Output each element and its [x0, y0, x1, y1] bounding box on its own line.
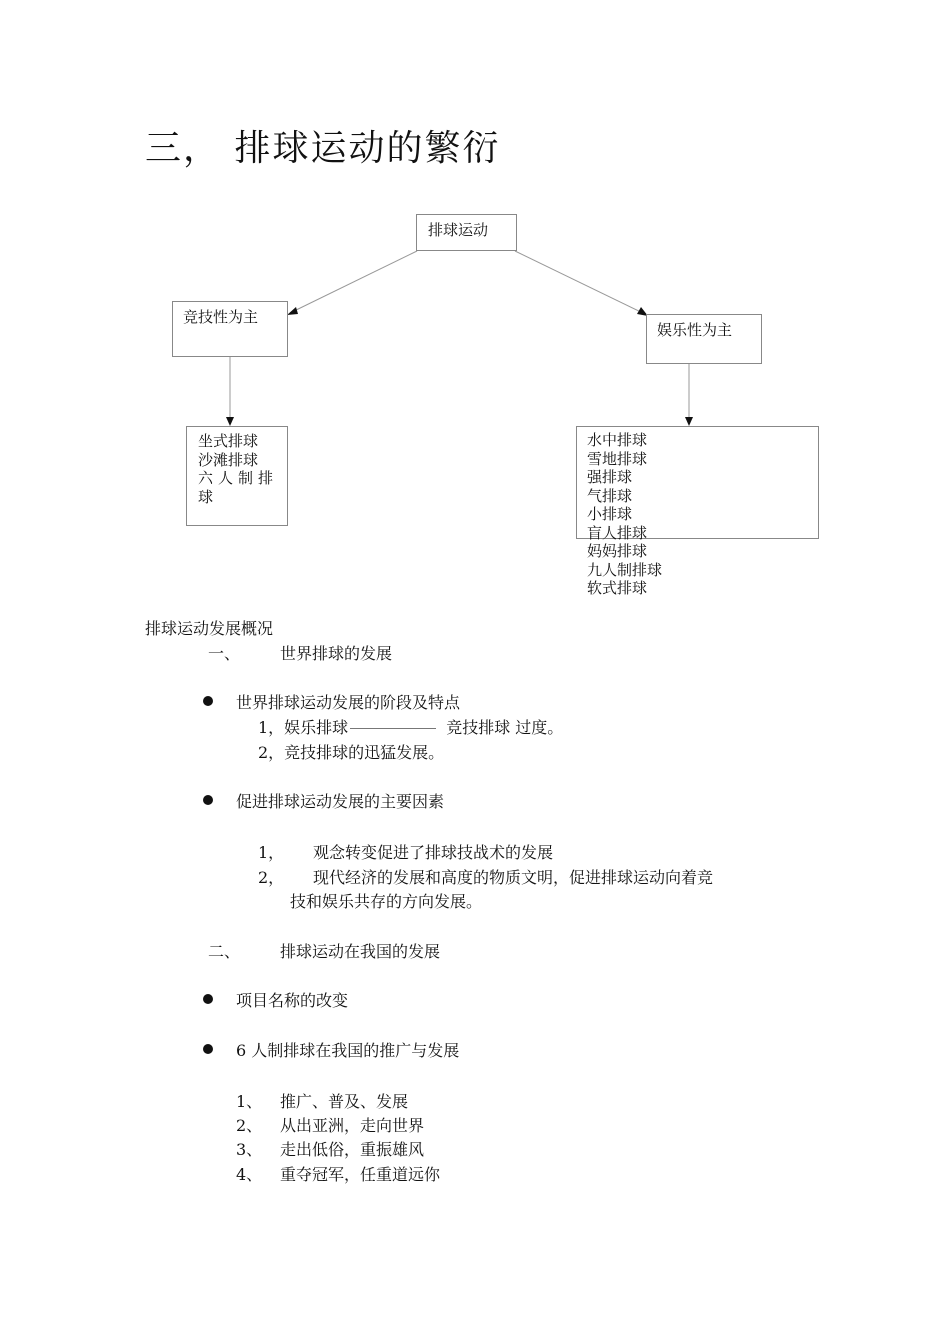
section2-item-num: 4、	[236, 1165, 263, 1184]
section2-bullet2: 6 人制排球在我国的推广与发展	[236, 1041, 460, 1060]
left-leaf-item: 六人制排	[198, 469, 279, 487]
section2-item-text: 从出亚洲，走向世界	[280, 1116, 425, 1135]
section2-bullet1: 项目名称的改变	[236, 991, 349, 1010]
diagram-left-leaf-list	[198, 432, 278, 506]
section2-title: 排球运动在我国的发展	[280, 942, 441, 961]
left-leaf-item: 球	[198, 487, 214, 506]
right-leaf-item: 水中排球	[587, 431, 648, 449]
right-leaf-item: 软式排球	[587, 579, 648, 597]
section1-bullet2: 促进排球运动发展的主要因素	[236, 792, 445, 811]
section2-item-text: 推广、普及、发展	[280, 1092, 409, 1111]
section1-title: 世界排球的发展	[280, 644, 393, 663]
section1-item1-prefix: 1，娱乐排球	[258, 718, 349, 737]
right-leaf-item: 九人制排球	[587, 560, 663, 579]
right-leaf-item: 气排球	[587, 486, 633, 505]
section2-number: 二、	[208, 942, 241, 961]
right-leaf-item: 小排球	[587, 505, 633, 523]
section1-factor2-text: 现代经济的发展和高度的物质文明，促进排球运动向着竞	[313, 868, 714, 887]
diagram-right-box	[646, 314, 762, 364]
page-title: 三， 排球运动的繁衍	[145, 128, 501, 169]
section1-factor2-cont: 技和娱乐共存的方向发展。	[290, 892, 483, 911]
section1-item2: 2，竞技排球的迅猛发展。	[258, 743, 445, 762]
section2-item-num: 1、	[236, 1092, 263, 1111]
bullet-dot	[203, 1044, 213, 1054]
section1-factor1-text: 观念转变促进了排球技战术的发展	[313, 843, 554, 862]
diagram-left-label: 竞技性为主	[183, 308, 259, 326]
right-leaf-item: 妈妈排球	[587, 542, 648, 560]
transition-line	[350, 728, 436, 729]
diagram-right-leaf-list	[587, 431, 662, 598]
bullet-dot	[203, 696, 213, 706]
section2-item-text: 走出低俗，重振雄风	[280, 1140, 425, 1159]
arrowhead-left	[287, 307, 298, 315]
bullet-dot	[203, 994, 213, 1004]
section2-item-num: 3、	[236, 1140, 263, 1159]
diagram-left-leaf-box	[186, 426, 288, 526]
connector-root-left	[290, 251, 417, 313]
left-leaf-item: 沙滩排球	[198, 450, 259, 469]
arrowhead-right-down	[685, 417, 693, 426]
right-leaf-item: 雪地排球	[587, 449, 648, 468]
section1-item1	[258, 715, 563, 738]
connector-root-right	[515, 251, 645, 314]
section2-item-num: 2、	[236, 1116, 263, 1135]
left-leaf-item: 坐式排球	[198, 432, 259, 450]
section1-item1-suffix: 竞技排球 过度。	[446, 718, 564, 737]
overview-heading: 排球运动发展概况	[145, 619, 274, 638]
diagram-root-box	[416, 214, 517, 251]
diagram-root-label: 排球运动	[428, 221, 489, 239]
section1-factor2-num: 2，	[258, 868, 285, 887]
section1-bullet1: 世界排球运动发展的阶段及特点	[236, 693, 461, 712]
right-leaf-item: 强排球	[587, 468, 633, 486]
section1-number: 一、	[208, 644, 241, 663]
diagram-right-label: 娱乐性为主	[657, 321, 733, 339]
right-leaf-item: 盲人排球	[587, 523, 648, 542]
section1-factor1-num: 1，	[258, 843, 285, 862]
arrowhead-left-down	[226, 417, 234, 426]
diagram-left-box	[172, 301, 288, 357]
section2-item-text: 重夺冠军，任重道远你	[280, 1165, 441, 1184]
bullet-dot	[203, 795, 213, 805]
